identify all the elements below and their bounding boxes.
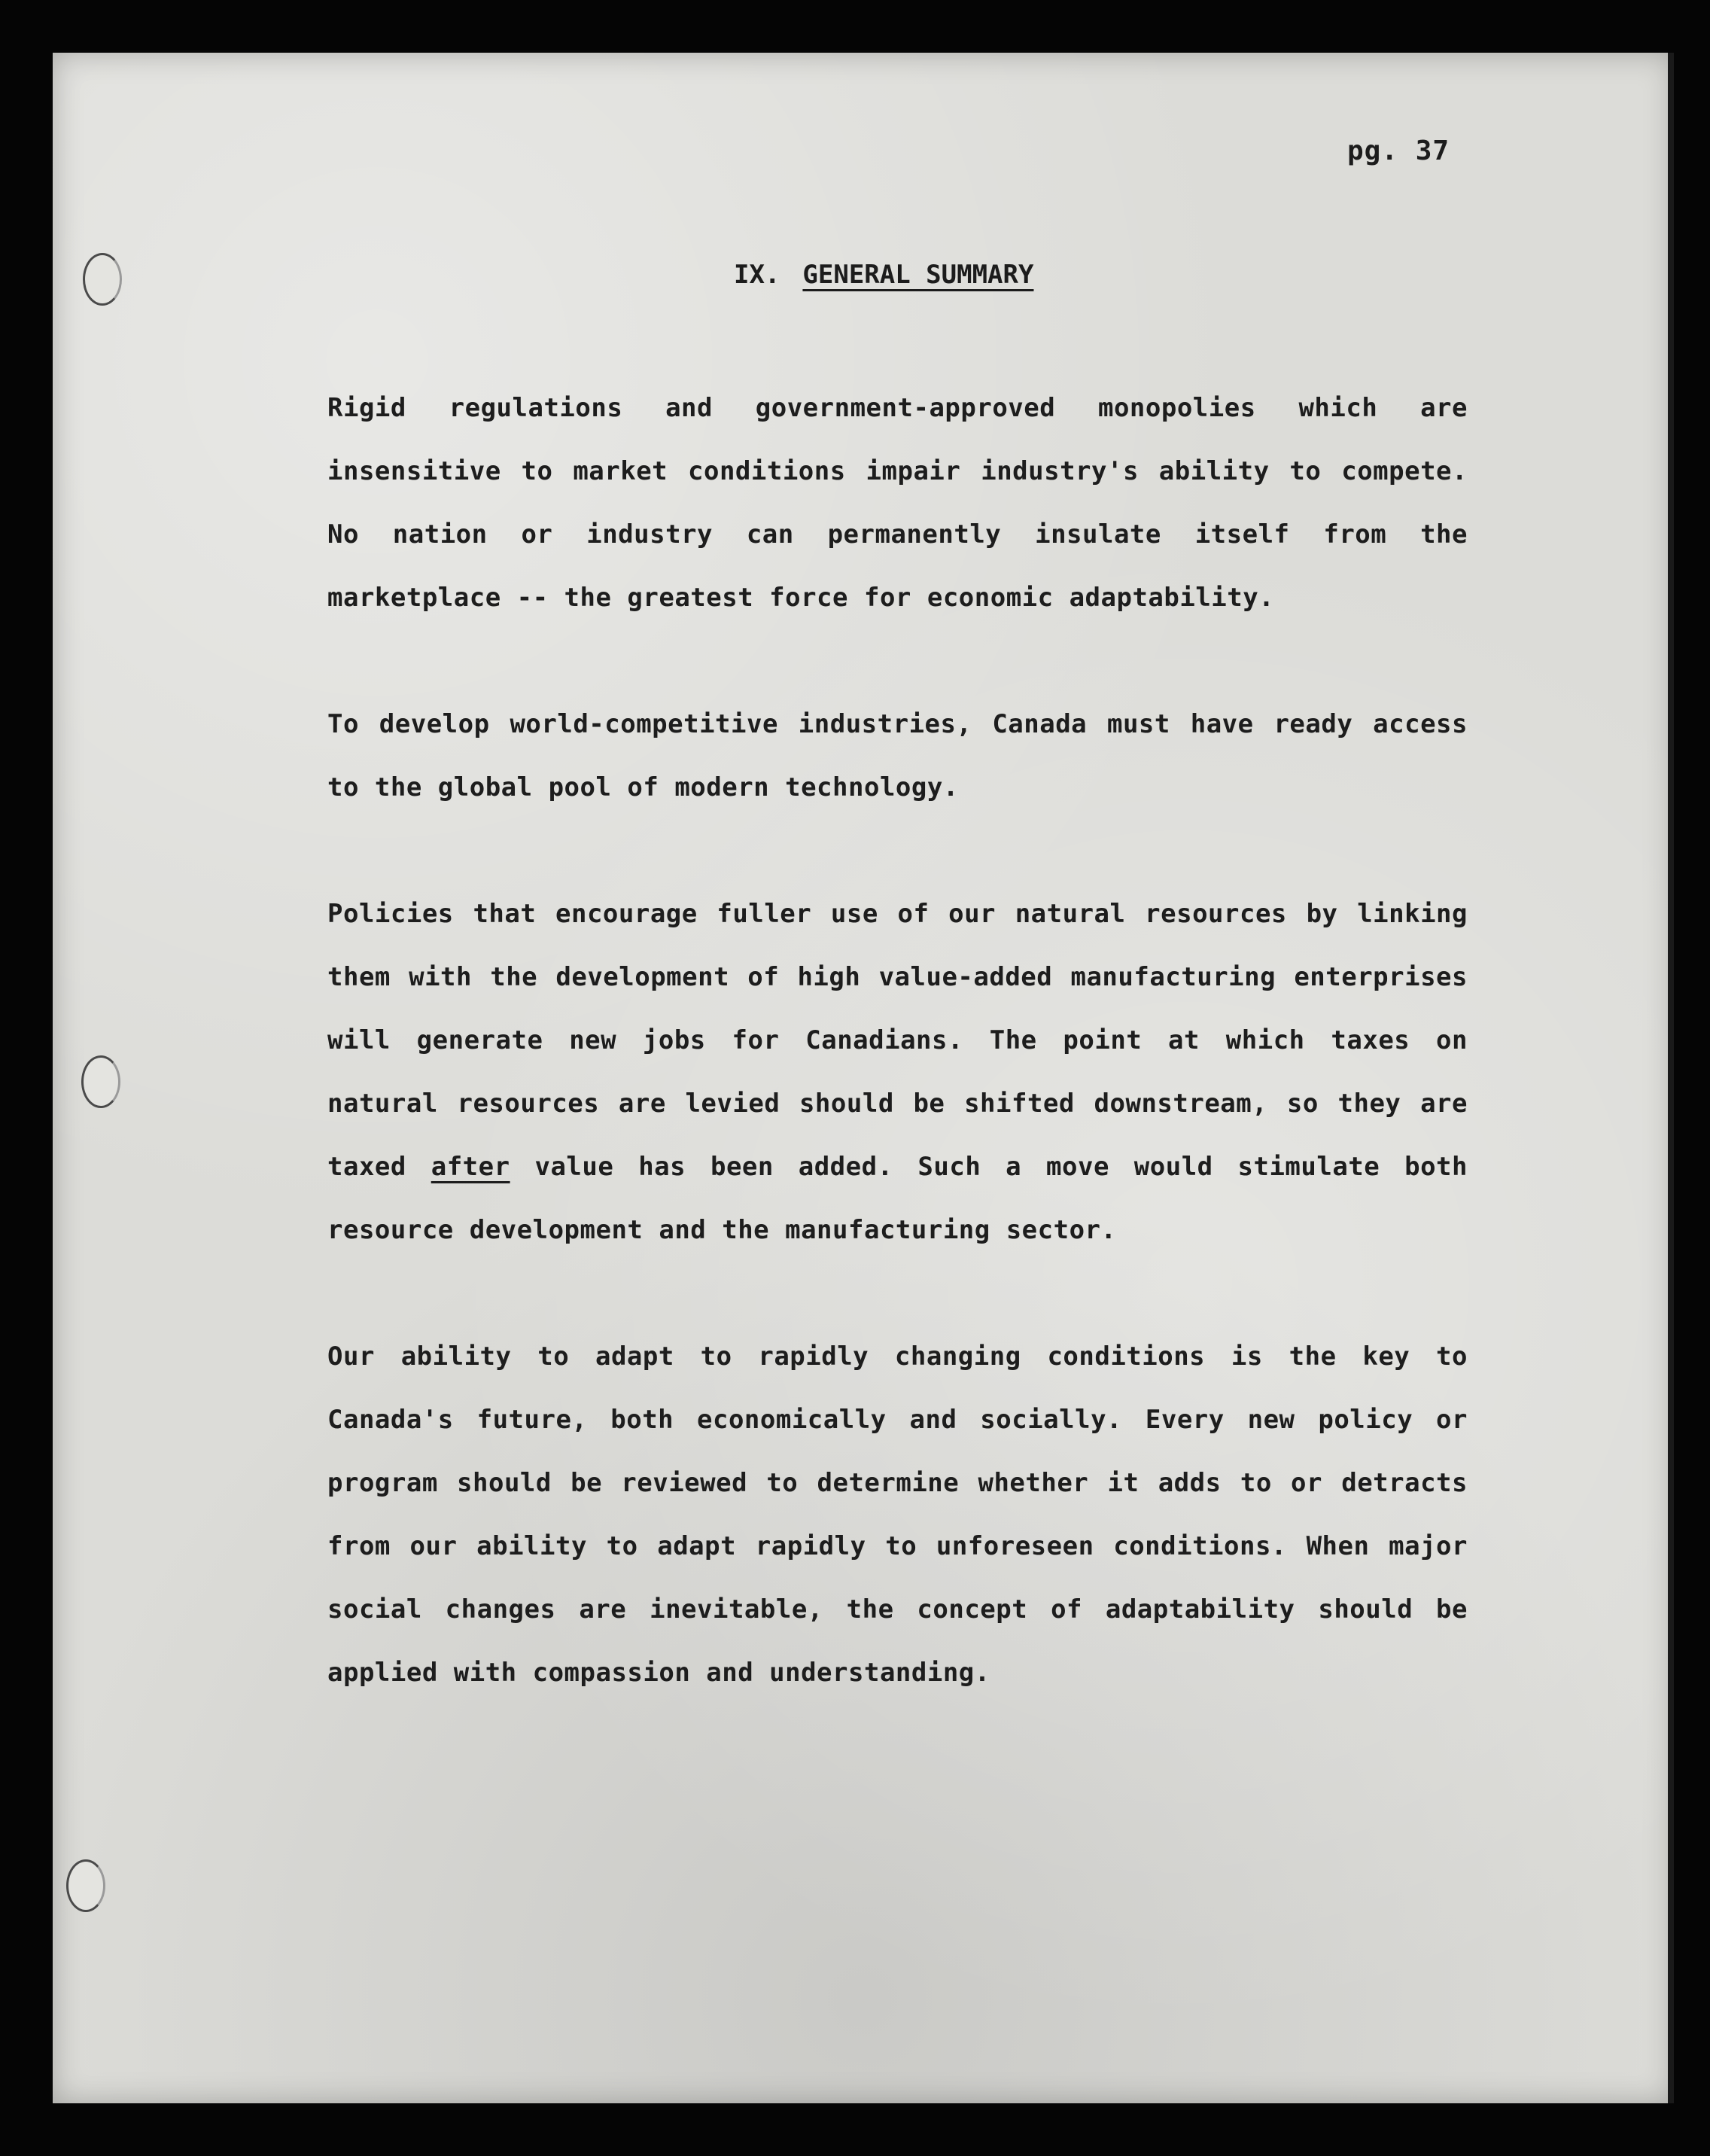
page-edge-shadow [1668,53,1674,2103]
section-heading [734,260,1033,290]
binder-hole-middle [81,1055,120,1108]
paragraph-regulations: Rigid regulations and government-approved monopolies which are insensitive to market conditions impair industry's ability to compete. No nation or industry can permanently insulate itself from the marketplace -- the greatest force for economic adaptability. [327,393,1468,613]
binder-hole-bottom [66,1859,105,1912]
binder-hole-top [83,253,122,306]
paragraph-natural-resources [327,882,1468,1262]
page-number: pg. 37 [1347,136,1450,166]
section-numeral: IX. [734,260,780,290]
paragraph-natural-resources-part1: Policies that encourage fuller use of our natural resources by linking them with the development of high value-added manufacturing enterprises will generate new jobs for Canadians. The point at which taxes on natural resources are levied should be shifted downstream, so they are taxed [327,899,1468,1182]
paragraph-adaptability: Our ability to adapt to rapidly changing conditions is the key to Canada's future, both economically and socially. Every new policy or program should be reviewed to determine whether it adds to or detracts from our ability to adapt rapidly to unforeseen conditions. When major social changes are inevitable, the concept of adaptability should be applied with compassion and understanding. [327,1341,1468,1688]
paragraph-technology: To develop world-competitive industries, Canada must have ready access to the global pool of modern technology. [327,709,1468,802]
section-title: GENERAL SUMMARY [802,260,1034,290]
paragraph-natural-resources-part2: value has been added. Such a move would stimulate both resource development and the manufacturing sector. [327,1152,1468,1245]
emphasis-after: after [431,1152,510,1182]
